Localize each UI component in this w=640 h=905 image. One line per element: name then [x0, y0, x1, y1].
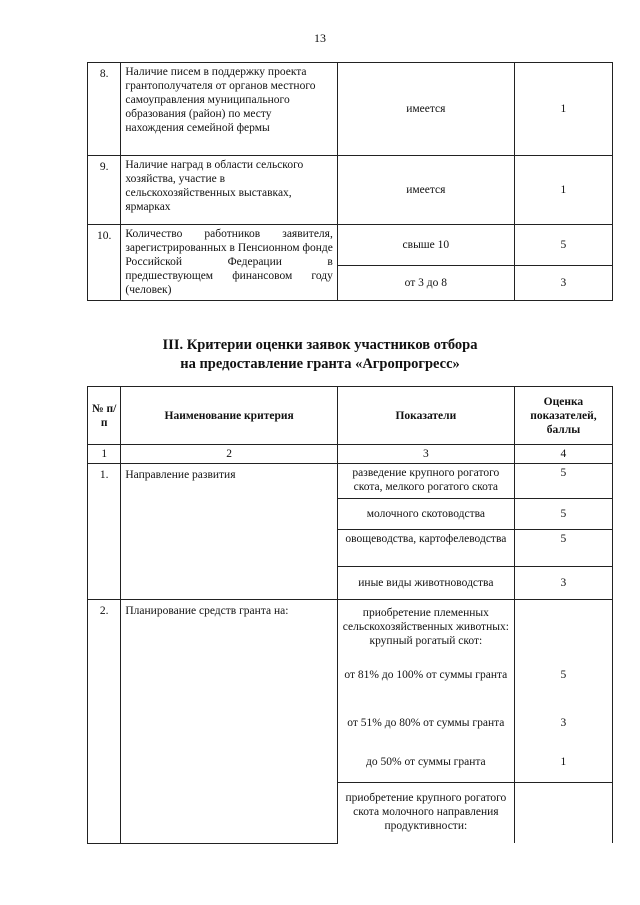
header-indicators: Показатели: [337, 387, 514, 445]
criterion-cell: Направление развития: [121, 464, 337, 600]
criterion-cell: Количество работников заявителя, зарегистрированных в Пенсионном фонде Российской Федерации в предшествующем финансовом году (человек): [121, 225, 337, 301]
indicator-cell: имеется: [337, 63, 514, 156]
points-cell: 5: [514, 530, 612, 567]
points-cell: 3: [514, 266, 612, 301]
points-cell: 3: [514, 704, 612, 742]
row-number: 1.: [88, 464, 121, 600]
points-cell: 1: [514, 742, 612, 783]
points-cell: 1: [514, 156, 612, 225]
section-heading: [0, 336, 640, 374]
row-number: 8.: [88, 63, 121, 156]
points-cell: 3: [514, 567, 612, 600]
header-score: Оценка показателей, баллы: [514, 387, 612, 445]
column-number: 1: [88, 445, 121, 464]
points-cell: 5: [514, 225, 612, 266]
agroprogress-criteria-table: [87, 386, 613, 844]
criteria-table-continued: [87, 62, 613, 301]
column-number: 3: [337, 445, 514, 464]
points-cell: 5: [514, 464, 612, 499]
column-number: 2: [121, 445, 337, 464]
header-number: № п/п: [88, 387, 121, 445]
points-cell: [514, 783, 612, 844]
indicator-cell: молочного скотоводства: [337, 499, 514, 530]
indicator-cell: свыше 10: [337, 225, 514, 266]
table-row: [88, 600, 613, 667]
indicator-cell: разведение крупного рогатого скота, мелкого рогатого скота: [337, 464, 514, 499]
indicator-cell: от 3 до 8: [337, 266, 514, 301]
section-heading-line2: на предоставление гранта «Агропрогресс»: [180, 356, 460, 372]
points-cell: 5: [514, 499, 612, 530]
column-number-row: [88, 445, 613, 464]
indicator-group-title: приобретение племенных сельскохозяйственных животных: крупный рогатый скот:: [337, 600, 514, 667]
indicator-cell: от 81% до 100% от суммы гранта: [337, 666, 514, 704]
table-row: [88, 464, 613, 499]
indicator-cell: до 50% от суммы гранта: [337, 742, 514, 783]
points-cell: [514, 600, 612, 667]
row-number: 2.: [88, 600, 121, 844]
column-number: 4: [514, 445, 612, 464]
row-number: 9.: [88, 156, 121, 225]
row-number: 10.: [88, 225, 121, 301]
indicator-cell: от 51% до 80% от суммы гранта: [337, 704, 514, 742]
indicator-cell: имеется: [337, 156, 514, 225]
indicator-group-title: приобретение крупного рогатого скота молочного направления продуктивности:: [337, 783, 514, 844]
table-row: [88, 225, 613, 266]
header-row: [88, 387, 613, 445]
points-cell: 1: [514, 63, 612, 156]
header-criterion-name: Наименование критерия: [121, 387, 337, 445]
points-cell: 5: [514, 666, 612, 704]
table-row: [88, 63, 613, 156]
criterion-cell: Наличие наград в области сельского хозяйства, участие в сельскохозяйственных выставках, ярмарках: [121, 156, 337, 225]
page-number: 13: [314, 31, 326, 45]
section-heading-line1: III. Критерии оценки заявок участников отбора: [162, 337, 478, 353]
criterion-cell: Планирование средств гранта на:: [121, 600, 337, 844]
table-row: [88, 156, 613, 225]
criterion-cell: Наличие писем в поддержку проекта грантополучателя от органов местного самоуправления муниципального образования (район) по месту нахождения семейной фермы: [121, 63, 337, 156]
indicator-cell: иные виды животноводства: [337, 567, 514, 600]
indicator-cell: овощеводства, картофелеводства: [337, 530, 514, 567]
